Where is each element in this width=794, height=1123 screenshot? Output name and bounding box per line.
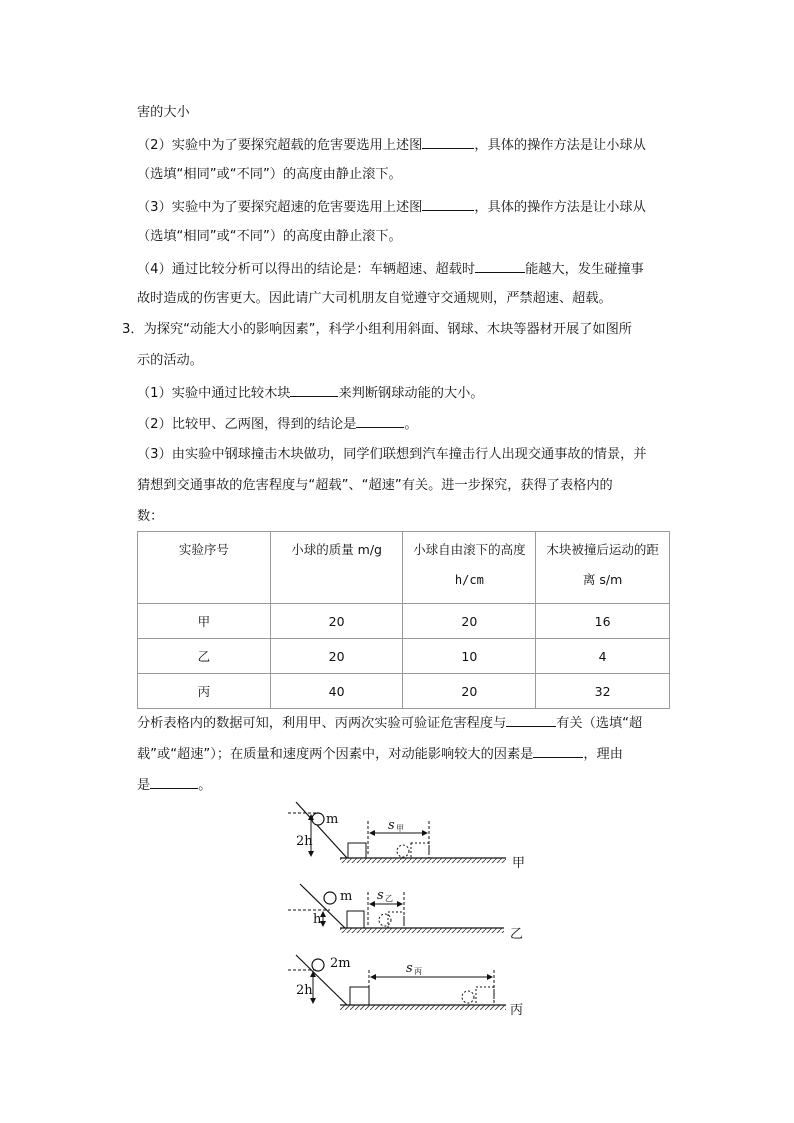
mass-label: m <box>326 812 339 827</box>
q3-sub3-line3: 数： <box>137 509 164 524</box>
q2-sub3-line1: （3）实验中为了要探究超速的危害要选用上述图 ，具体的操作方法是让小球从 <box>137 196 646 218</box>
table-row: 丙 40 20 32 <box>138 674 670 709</box>
height-label: 2h <box>296 983 313 998</box>
svg-text:s: s <box>377 888 384 903</box>
wooden-block <box>347 911 364 928</box>
mass-label: 2m <box>330 956 351 971</box>
q2-sub2-line2: （选填“相同”或“不同”）的高度由静止滚下。 <box>137 167 402 182</box>
incline <box>296 802 347 858</box>
svg-text:s: s <box>406 961 413 976</box>
q2-sub3-line2: （选填“相同”或“不同”）的高度由静止滚下。 <box>137 229 402 244</box>
q3-sub1: （1）实验中通过比较木块 来判断钢球动能的大小。 <box>137 382 484 404</box>
steel-ball <box>312 813 324 825</box>
wooden-block <box>348 843 366 858</box>
table-row: 乙 20 10 4 <box>138 639 670 674</box>
q2-sub2-line1: （2）实验中为了要探究超载的危害要选用上述图 ，具体的操作方法是让小球从 <box>137 134 646 156</box>
header-mass: 小球的质量 m/g <box>270 532 403 604</box>
q3-stem-line2: 示的活动。 <box>137 353 203 368</box>
mass-label: m <box>340 889 353 904</box>
steel-ball <box>312 959 324 971</box>
wooden-block <box>350 987 369 1005</box>
diagram-label: 丙 <box>510 1003 524 1018</box>
header-trial: 实验序号 <box>138 532 271 604</box>
analysis-line2: 载”或“超速”）；在质量和速度两个因素中，对动能影响较大的因素是 ，理由 <box>137 743 623 765</box>
svg-text:s: s <box>388 818 395 833</box>
diagram-label: 甲 <box>512 856 526 871</box>
height-label: h <box>313 912 322 927</box>
q2-continuation: 害的大小 <box>137 105 190 120</box>
analysis-line1: 分析表格内的数据可知，利用甲、丙两次实验可验证危害程度与 有关（选填“超 <box>137 712 642 734</box>
diagram-bing <box>288 955 523 1018</box>
height-label: 2h <box>296 834 313 849</box>
steel-ball <box>324 892 336 904</box>
q3-stem-line1: 3．为探究“动能大小的影响因素”，科学小组利用斜面、钢球、木块等器材开展了如图所 <box>122 322 632 337</box>
header-distance: 木块被撞后运动的距 离 s/m <box>536 532 670 604</box>
q2-sub4-line2: 故时造成的伤害更大。因此请广大司机朋友自觉遵守交通规则，严禁超速、超载。 <box>137 291 612 306</box>
diagram-jia <box>288 802 525 871</box>
q3-sub2: （2）比较甲、乙两图，得到的结论是 。 <box>137 413 418 435</box>
q3-sub3-line2: 猜想到交通事故的危害程度与“超载”、“超速”有关。进一步探究，获得了表格内的 <box>137 478 613 493</box>
header-height: 小球自由滚下的高度 h/cm <box>403 532 536 604</box>
analysis-line3: 是 。 <box>137 774 211 796</box>
svg-text:甲: 甲 <box>396 824 404 833</box>
diagram-yi <box>288 884 523 942</box>
svg-text:乙: 乙 <box>385 894 393 903</box>
svg-text:丙: 丙 <box>414 967 422 976</box>
diagram-label: 乙 <box>510 927 524 942</box>
table-row: 甲 20 20 16 <box>138 604 670 639</box>
q3-sub3-line1: （3）由实验中钢球撞击木块做功，同学们联想到汽车撞击行人出现交通事故的情景，并 <box>137 447 647 462</box>
q2-sub4-line1: （4）通过比较分析可以得出的结论是：车辆超速、超载时 能越大，发生碰撞事 <box>137 258 644 280</box>
